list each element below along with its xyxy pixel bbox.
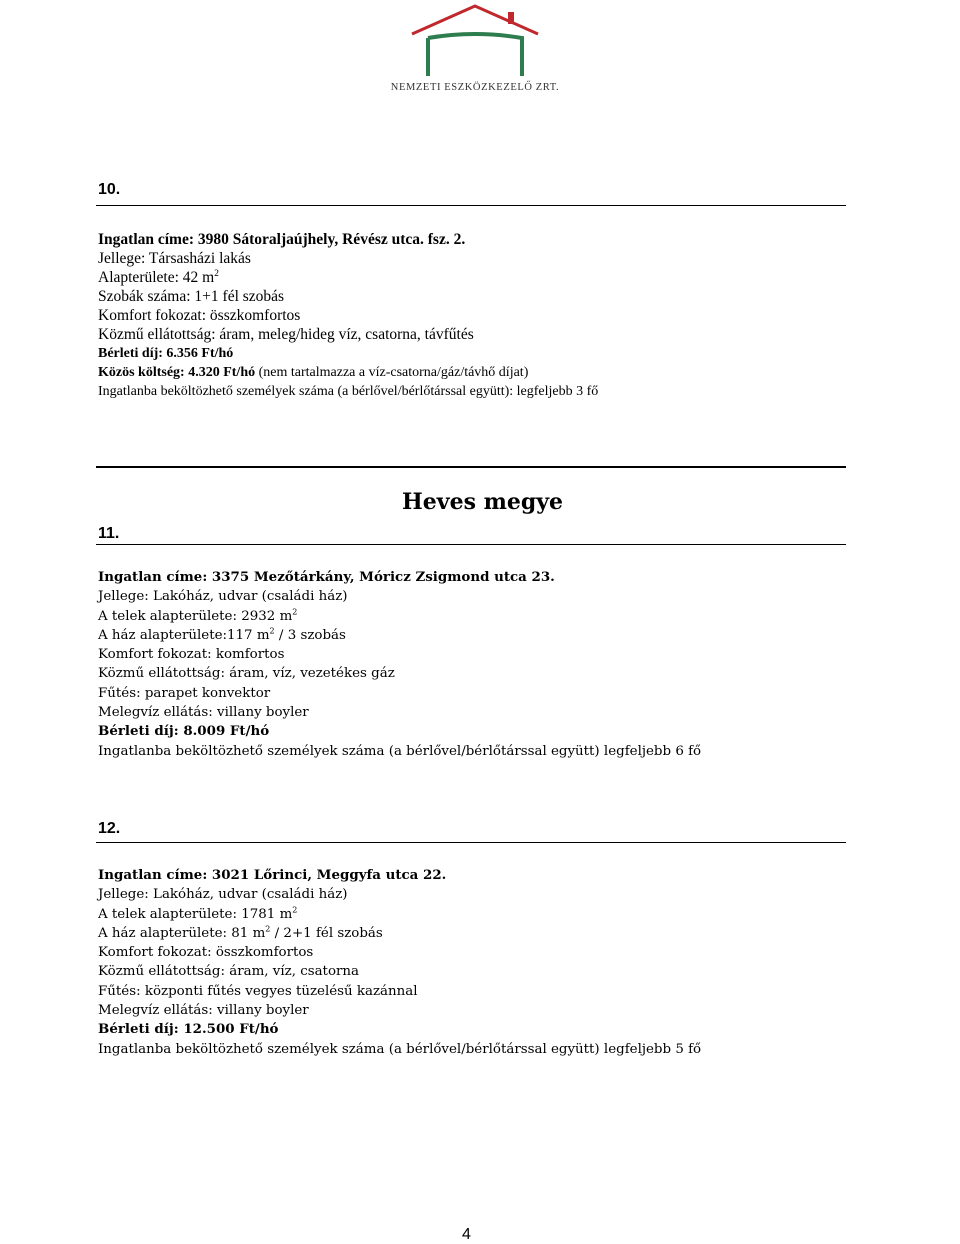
property-heating: Fűtés: központi fűtés vegyes tüzelésű kazánnal (98, 983, 418, 999)
logo-house (428, 34, 522, 76)
property-type: Jellege: Társasházi lakás (98, 250, 251, 267)
property-house-area: A ház alapterülete:117 $m^2 / 3$ szobás (98, 626, 346, 643)
property-utilities: Közmű ellátottság: áram, víz, csatorna (98, 964, 360, 980)
property-occupants: Ingatlanba beköltözhető személyek száma (a bérlővel/bérlőtárssal együtt) legfeljebb 5 fő (98, 1041, 702, 1057)
logo-roof (412, 6, 538, 34)
page-number: 4 (462, 1226, 471, 1243)
logo-text: NEMZETI ESZKÖZKEZELŐ ZRT. (390, 82, 560, 93)
property-common-cost: Közös költség: 4.320 Ft/hó (nem tartalmazza a víz-csatorna/gáz/távhő díjat) (98, 365, 529, 380)
section-divider (96, 544, 846, 545)
section-number: 12. (98, 820, 121, 837)
property-type: Jellege: Lakóház, udvar (családi ház) (98, 589, 348, 605)
property-occupants: Ingatlanba beköltözhető személyek száma (a bérlővel/bérlőtárssal együtt) legfeljebb 6 fő (98, 743, 702, 759)
property-hot-water: Melegvíz ellátás: villany boyler (98, 705, 309, 721)
property-block (98, 230, 858, 401)
logo-chimney (508, 12, 514, 24)
property-address: Ingatlan címe: 3021 Lőrinci, Meggyfa utca 22. (98, 867, 447, 883)
property-rent: Bérleti díj: 6.356 Ft/hó (98, 346, 234, 361)
property-rooms: Szobák száma: 1+1 fél szobás (98, 288, 285, 305)
property-rent: Bérleti díj: 12.500 Ft/hó (98, 1021, 279, 1038)
property-block (98, 568, 858, 761)
county-heading: Heves megye (402, 489, 564, 515)
property-house-area: A ház alapterülete: 81 $m^2 / 2+1$ fél szobás (98, 924, 383, 941)
property-area: Alapterülete: 42 $m^2$ (98, 268, 219, 286)
property-address: Ingatlan címe: 3980 Sátoraljaújhely, Révész utca. fsz. 2. (98, 231, 466, 248)
property-utilities: Közmű ellátottság: áram, víz, vezetékes gáz (98, 666, 395, 682)
property-plot-area: A telek alapterülete: 2932 $m^2$ (98, 607, 298, 624)
property-occupants: Ingatlanba beköltözhető személyek száma (a bérlővel/bérlőtárssal együtt): legfeljebb 3 fő (98, 384, 599, 399)
property-type: Jellege: Lakóház, udvar (családi ház) (98, 887, 348, 903)
property-utilities: Közmű ellátottság: áram, meleg/hideg víz, csatorna, távfűtés (98, 326, 474, 343)
property-comfort: Komfort fokozat: összkomfortos (98, 307, 301, 324)
property-plot-area: A telek alapterülete: 1781 $m^2$ (98, 905, 298, 922)
property-block (98, 866, 858, 1059)
property-hot-water: Melegvíz ellátás: villany boyler (98, 1003, 309, 1019)
property-comfort: Komfort fokozat: összkomfortos (98, 945, 314, 961)
property-heating: Fűtés: parapet konvektor (98, 685, 271, 701)
section-number: 10. (98, 181, 121, 198)
section-divider (96, 842, 846, 843)
section-divider (96, 466, 846, 468)
section-divider (96, 205, 846, 206)
property-rent: Bérleti díj: 8.009 Ft/hó (98, 723, 270, 740)
section-number: 11. (98, 525, 120, 542)
property-comfort: Komfort fokozat: komfortos (98, 647, 285, 663)
property-address: Ingatlan címe: 3375 Mezőtárkány, Móricz Zsigmond utca 23. (98, 569, 555, 585)
